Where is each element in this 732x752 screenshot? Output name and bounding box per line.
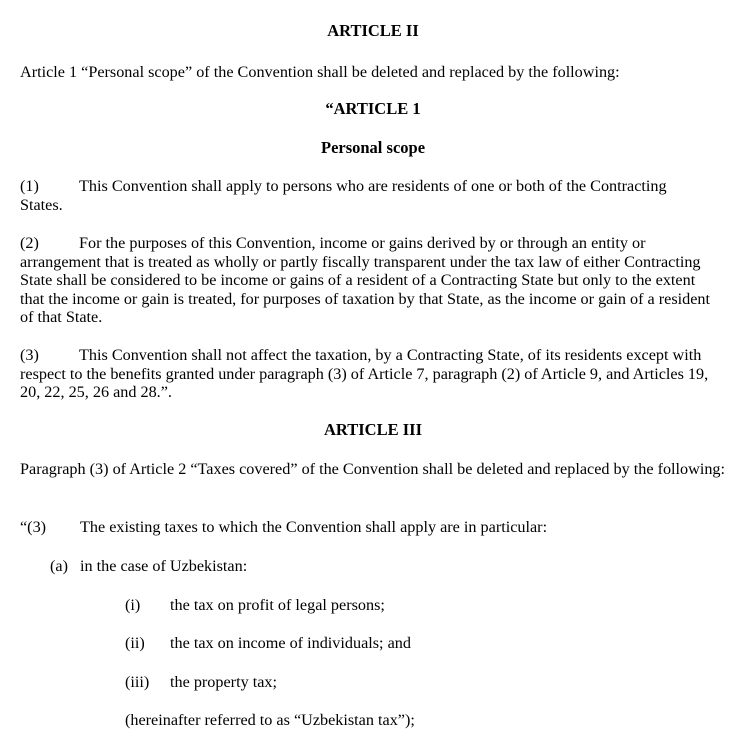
personal-scope-subheading: Personal scope <box>320 138 426 157</box>
article-3-intro: Paragraph (3) of Article 2 “Taxes covered” of the Convention shall be deleted and replaced by the following: <box>20 460 726 478</box>
quoted-paragraph-3-text: The existing taxes to which the Convention shall apply are in particular: <box>80 518 548 536</box>
paragraph-3 <box>20 346 710 402</box>
paragraph-3-number: (3) <box>20 346 39 364</box>
item-ii-text: the tax on income of individuals; and <box>170 634 411 652</box>
article-2-heading: ARTICLE II <box>327 21 419 40</box>
paragraph-2-text: For the purposes of this Convention, income or gains derived by or through an entity or arrangement that is treated as wholly or partly fiscally transparent under the tax law of either Contracting State shall be considered to be income or gains of a resident of a Contracting State but only to the extent that the income or gain is treated, for purposes of taxation by that State, as the income or gain of a resident of that State. <box>20 234 711 326</box>
sub-a-text: in the case of Uzbekistan: <box>80 557 248 575</box>
item-iii-text: the property tax; <box>170 673 277 691</box>
paragraph-1-text: This Convention shall apply to persons who are residents of one or both of the Contracting States. <box>20 177 667 214</box>
article-1-quoted-heading: “ARTICLE 1 <box>325 99 421 118</box>
article-2-intro: Article 1 “Personal scope” of the Convention shall be deleted and replaced by the following: <box>20 63 620 81</box>
sub-a-number: (a) <box>50 557 68 575</box>
paragraph-1 <box>20 177 670 214</box>
quoted-paragraph-3-number: “(3) <box>20 518 47 536</box>
item-ii-number: (ii) <box>125 634 145 652</box>
paragraph-1-number: (1) <box>20 177 39 195</box>
paragraph-2 <box>20 234 720 327</box>
item-i-text: the tax on profit of legal persons; <box>170 596 385 614</box>
paragraph-3-text: This Convention shall not affect the taxation, by a Contracting State, of its residents except with respect to the benefits granted under paragraph (3) of Article 7, paragraph (2) of Article 9, and Articles 19, 20, 22, 25, 26 and 28.”. <box>20 346 709 401</box>
item-i-number: (i) <box>125 596 141 614</box>
paragraph-2-number: (2) <box>20 234 39 252</box>
article-3-heading: ARTICLE III <box>324 420 422 439</box>
item-iii-number: (iii) <box>125 673 150 691</box>
uzbekistan-tax-definition: (hereinafter referred to as “Uzbekistan tax”); <box>125 711 415 729</box>
